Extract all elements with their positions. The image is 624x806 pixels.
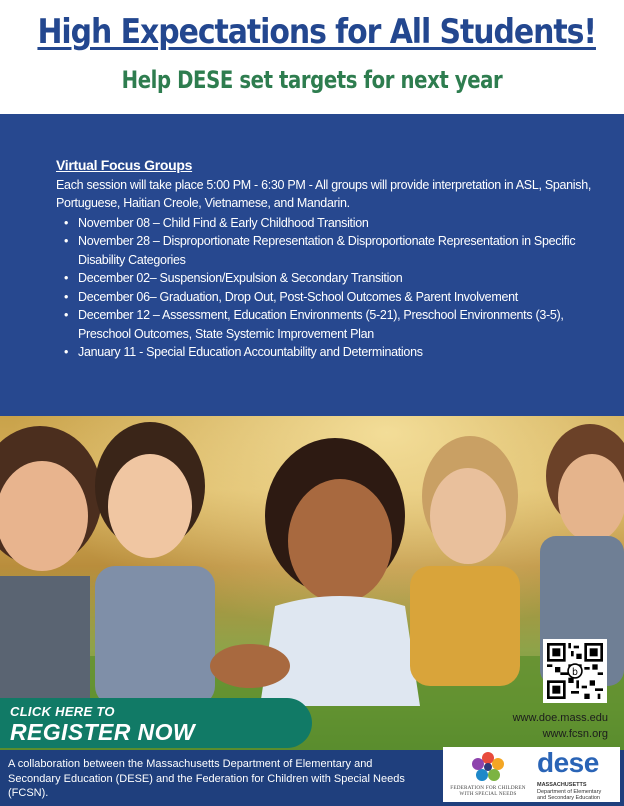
- session-text: January 11 - Special Education Accountability and Determinations: [78, 345, 423, 359]
- svg-text:b: b: [572, 667, 578, 678]
- partner-logos: [443, 747, 620, 802]
- dese-subtitle: [537, 782, 619, 802]
- register-small-label: CLICK HERE TO: [10, 704, 115, 719]
- dese-logo: [533, 749, 618, 799]
- focus-groups-intro: Each session will take place 5:00 PM - 6:30 PM - All groups will provide interpretation in ASL, Spanish, Portuguese, Haitian Creole, Vietnamese, and Mandarin.: [56, 177, 592, 210]
- bullet-icon: •: [64, 271, 69, 285]
- fcsn-name: [447, 785, 529, 797]
- focus-groups-content: [56, 156, 604, 362]
- dese-line-1: Department of Elementary: [537, 788, 602, 795]
- bullet-icon: •: [64, 345, 69, 359]
- dese-line-2: and Secondary Education: [537, 795, 600, 801]
- dese-state: MASSACHUSETTS: [537, 782, 587, 788]
- session-list: [56, 214, 604, 362]
- fcsn-line-2: WITH SPECIAL NEEDS: [459, 791, 517, 797]
- fcsn-flower-icon: [471, 751, 505, 783]
- session-text: December 06– Graduation, Drop Out, Post-School Outcomes & Parent Involvement: [78, 289, 518, 304]
- bullet-icon: •: [64, 289, 69, 304]
- qr-code-icon[interactable]: [543, 639, 607, 703]
- bullet-icon: •: [64, 234, 69, 248]
- focus-groups-heading[interactable]: Virtual Focus Groups: [56, 157, 193, 173]
- session-text: November 28 – Disproportionate Representation & Disproportionate Representation in Specific Disability Categories: [78, 234, 576, 267]
- session-item: [56, 269, 604, 288]
- website-links: [513, 710, 608, 742]
- session-item: [56, 214, 604, 233]
- fcsn-flower-logo: [447, 751, 529, 799]
- qr-code-graphic: [547, 643, 603, 699]
- session-item: [56, 232, 604, 269]
- flyer-header: [0, 0, 624, 114]
- bullet-icon: •: [64, 215, 69, 230]
- bullet-icon: •: [64, 308, 69, 322]
- page-subtitle: Help DESE set targets for next year: [121, 66, 503, 94]
- session-item: [56, 288, 604, 307]
- fcsn-line-1: FEDERATION FOR CHILDREN: [450, 785, 526, 791]
- session-item: [56, 343, 604, 362]
- collaboration-text: A collaboration between the Massachusetts Department of Elementary and Secondary Education (DESE) and the Federation for Children with Special Needs (FCSN).: [8, 758, 405, 799]
- register-big-label: REGISTER NOW: [10, 719, 195, 745]
- doe-url-link[interactable]: www.doe.mass.edu: [512, 712, 608, 724]
- fcsn-url-link[interactable]: www.fcsn.org: [542, 728, 608, 740]
- session-text: December 12 – Assessment, Education Environments (5-21), Preschool Environments (3-5), Preschool Outcomes, State Systemic Improvement Plan: [78, 308, 564, 341]
- focus-groups-panel: [0, 114, 624, 416]
- dese-wordmark: dese: [537, 747, 599, 778]
- session-item: [56, 306, 604, 343]
- page-title: High Expectations for All Students!: [37, 12, 596, 52]
- register-now-button[interactable]: [0, 698, 312, 748]
- session-text: November 08 – Child Find & Early Childhood Transition: [78, 215, 369, 230]
- session-text: December 02– Suspension/Expulsion & Secondary Transition: [78, 271, 403, 285]
